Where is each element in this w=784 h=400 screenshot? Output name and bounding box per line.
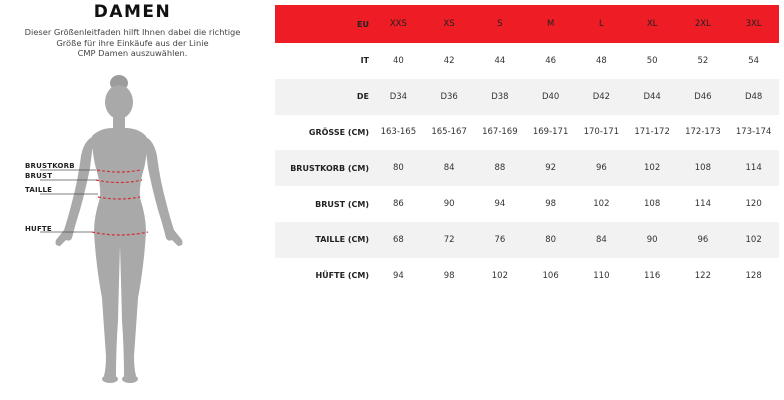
size-header-cell: XXS [373,5,424,43]
table-cell: 46 [525,43,576,79]
table-row-groesse [275,115,779,151]
table-cell: 110 [576,258,627,294]
table-cell: 108 [627,186,678,222]
table-cell: D36 [424,79,475,115]
table-cell: 54 [728,43,779,79]
table-cell: 76 [475,222,526,258]
size-guide-panel [0,0,265,400]
table-cell: 84 [576,222,627,258]
size-chart-table [275,5,779,294]
intro-line: Größe für ihre Einkäufe aus der Linie [56,37,209,48]
body-silhouette-illustration [40,70,200,400]
table-cell: 44 [475,43,526,79]
size-header-cell: S [475,5,526,43]
table-cell: 68 [373,222,424,258]
row-label: IT [275,43,373,79]
brust-label: BRUST [25,172,53,180]
size-header-row [275,5,779,43]
table-cell: 106 [525,258,576,294]
table-row-huefte [275,258,779,294]
intro-text [0,27,265,59]
intro-line: CMP Damen auszuwählen. [77,48,188,58]
table-cell: 94 [373,258,424,294]
table-cell: 114 [678,186,729,222]
table-cell: 116 [627,258,678,294]
table-cell: 163-165 [373,115,424,151]
table-cell: 84 [424,150,475,186]
table-cell: 102 [728,222,779,258]
table-cell: 98 [424,258,475,294]
table-row-brust [275,186,779,222]
table-cell: 172-173 [678,115,729,151]
size-header-cell: 2XL [678,5,729,43]
size-header-cell: M [525,5,576,43]
table-row-de [275,79,779,115]
table-cell: D42 [576,79,627,115]
table-cell: 102 [475,258,526,294]
table-cell: 96 [576,150,627,186]
table-cell: 165-167 [424,115,475,151]
size-header-cell: XS [424,5,475,43]
table-cell: D34 [373,79,424,115]
hufte-label: HUFTE [25,225,52,233]
table-cell: 171-172 [627,115,678,151]
table-cell: 72 [424,222,475,258]
row-label: HÜFTE (CM) [275,258,373,294]
table-cell: 169-171 [525,115,576,151]
row-label: DE [275,79,373,115]
taille-label: TAILLE [25,186,53,194]
table-cell: 80 [525,222,576,258]
table-cell: 108 [678,150,729,186]
table-cell: 52 [678,43,729,79]
table-cell: 80 [373,150,424,186]
table-cell: 86 [373,186,424,222]
table-cell: 50 [627,43,678,79]
row-label: GRÖSSE (CM) [275,115,373,151]
row-label: BRUSTKORB (CM) [275,150,373,186]
table-cell: 42 [424,43,475,79]
header-label-eu: EU [275,5,373,43]
table-row-it [275,43,779,79]
row-label: TAILLE (CM) [275,222,373,258]
table-cell: 88 [475,150,526,186]
table-cell: 170-171 [576,115,627,151]
table-cell: D48 [728,79,779,115]
table-cell: 102 [576,186,627,222]
table-cell: D46 [678,79,729,115]
page-title: DAMEN [93,2,172,22]
table-cell: 167-169 [475,115,526,151]
table-cell: 98 [525,186,576,222]
table-cell: 102 [627,150,678,186]
size-header-cell: XL [627,5,678,43]
table-cell: 90 [424,186,475,222]
table-cell: 122 [678,258,729,294]
table-cell: D38 [475,79,526,115]
table-cell: 92 [525,150,576,186]
intro-line: Dieser Größenleitfaden hilft Ihnen dabei die richtige [24,27,241,37]
table-cell: 48 [576,43,627,79]
table-cell: 40 [373,43,424,79]
size-header-cell: L [576,5,627,43]
table-cell: 120 [728,186,779,222]
table-cell: 90 [627,222,678,258]
table-cell: 128 [728,258,779,294]
table-row-taille [275,222,779,258]
table-cell: 173-174 [728,115,779,151]
table-cell: D44 [627,79,678,115]
row-label: BRUST (CM) [275,186,373,222]
table-cell: 114 [728,150,779,186]
size-header-cell: 3XL [728,5,779,43]
table-cell: D40 [525,79,576,115]
table-row-brustkorb [275,150,779,186]
brustkorb-label: BRUSTKORB [25,162,75,170]
table-cell: 94 [475,186,526,222]
table-cell: 96 [678,222,729,258]
